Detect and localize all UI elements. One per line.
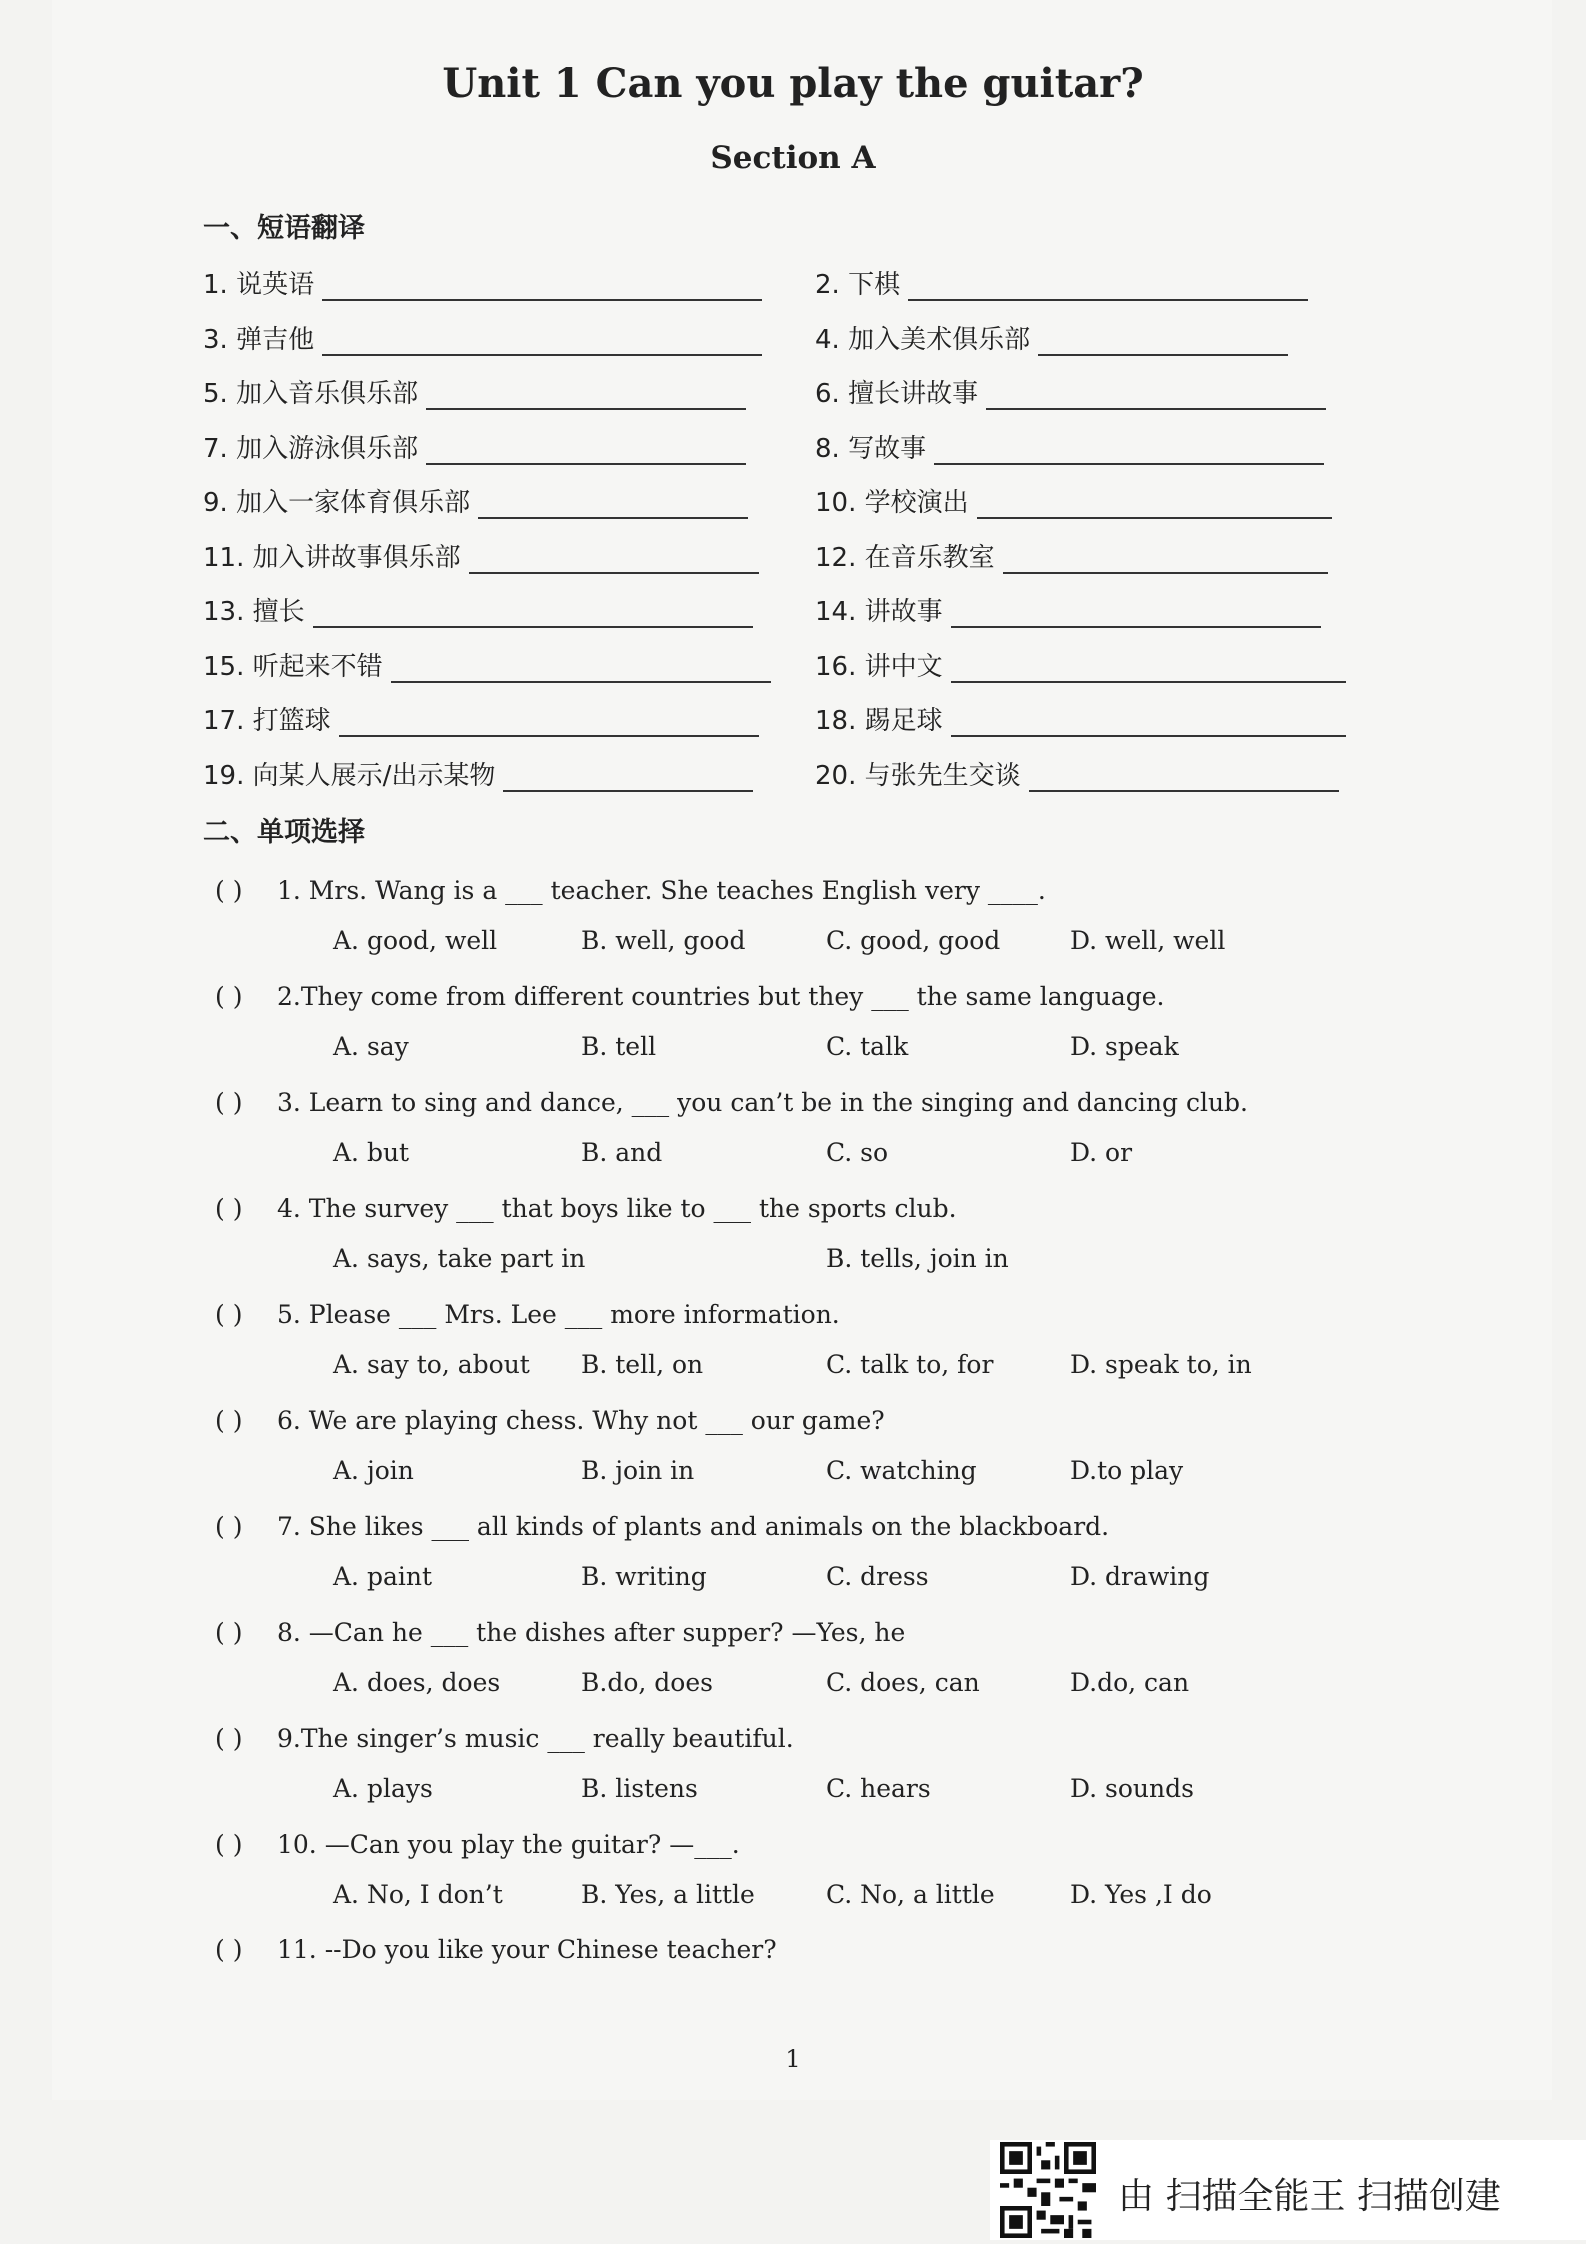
question-text: 1. Mrs. Wang is a ___ teacher. She teaches English very ____. [277,876,1046,905]
answer-blank[interactable] [934,441,1324,465]
answer-blank[interactable] [908,277,1308,301]
translation-item [203,264,762,301]
translation-item [203,755,753,792]
translation-prompt: 10. 学校演出 [815,488,969,518]
section-heading-choice: 二、单项选择 [203,817,365,848]
question [215,1194,957,1223]
answer-option: D. well, well [1070,926,1226,955]
translation-item [815,755,1339,792]
translation-item [203,428,746,465]
translation-item [203,537,759,574]
page-title: Unit 1 Can you play the guitar? [442,60,1144,107]
answer-paren[interactable]: ( ) [215,1512,243,1541]
translation-prompt: 2. 下棋 [815,270,901,300]
question [215,1300,840,1329]
answer-paren[interactable]: ( ) [215,1830,243,1859]
answer-option: B. well, good [581,926,746,955]
answer-option: D.to play [1070,1456,1184,1485]
answer-blank[interactable] [977,495,1332,519]
translation-item [815,700,1346,737]
answer-option: C. hears [826,1774,931,1803]
translation-prompt: 19. 向某人展示/出示某物 [203,760,496,791]
translation-row [203,373,1348,413]
answer-option: A. join [333,1456,414,1485]
option-row [333,1350,1343,1386]
question [215,1088,1248,1117]
translation-row [203,428,1348,468]
option-row [333,1880,1343,1916]
translation-item [815,482,1332,519]
translation-item [203,482,748,519]
answer-blank[interactable] [951,713,1346,737]
answer-option: B.do, does [581,1668,713,1697]
translation-row [203,264,1348,304]
scanner-watermark [990,2140,1586,2240]
translation-prompt: 12. 在音乐教室 [815,542,995,573]
option-row [333,1668,1343,1704]
option-row [333,1456,1343,1492]
answer-option: C. so [826,1138,889,1167]
question-text: 3. Learn to sing and dance, ___ you can’t be in the singing and dancing club. [277,1088,1249,1117]
translation-row [203,646,1348,686]
answer-paren[interactable]: ( ) [215,1618,243,1647]
qr-code-icon [1000,2142,1096,2238]
answer-paren[interactable]: ( ) [215,1406,243,1435]
answer-option: D. drawing [1070,1562,1210,1591]
translation-row [203,537,1348,577]
translation-prompt: 17. 打篮球 [203,706,331,736]
option-row [333,1032,1343,1068]
translation-item [815,646,1346,683]
answer-blank[interactable] [426,386,746,410]
answer-option: D. speak [1070,1032,1179,1061]
question [215,1935,777,1964]
answer-option: A. No, I don’t [333,1880,503,1909]
option-row [333,1562,1343,1598]
answer-option: A. plays [333,1774,433,1803]
translation-prompt: 18. 踢足球 [815,706,943,736]
answer-blank[interactable] [313,604,753,628]
answer-blank[interactable] [1038,332,1288,356]
scanner-credit-text: 由 扫描全能王 扫描创建 [1118,2176,1501,2217]
answer-option: D. sounds [1070,1774,1194,1803]
answer-option: D.do, can [1070,1668,1190,1697]
answer-option: C. watching [826,1456,977,1485]
question-text: 8. —Can he ___ the dishes after supper? —Yes, he [277,1618,906,1647]
answer-option: B. join in [581,1456,695,1485]
option-row [333,1774,1343,1810]
answer-option: B. tell [581,1032,657,1061]
page-number: 1 [785,2045,801,2073]
translation-prompt: 8. 写故事 [815,433,927,464]
answer-option: C. dress [826,1562,929,1591]
answer-paren[interactable]: ( ) [215,1935,243,1964]
answer-option: A. but [333,1138,410,1167]
question-text: 9.The singer’s music ___ really beautiful. [277,1724,794,1753]
translation-item [815,264,1308,301]
answer-paren[interactable]: ( ) [215,1194,243,1223]
answer-paren[interactable]: ( ) [215,1724,243,1753]
question-text: 7. She likes ___ all kinds of plants and animals on the blackboard. [277,1512,1110,1541]
answer-blank[interactable] [469,550,759,574]
answer-option: C. talk to, for [826,1350,994,1379]
translation-prompt: 5. 加入音乐俱乐部 [203,379,419,409]
translation-row [203,319,1348,359]
answer-option: A. does, does [333,1668,501,1697]
question-text: 5. Please ___ Mrs. Lee ___ more information. [277,1300,840,1329]
translation-item [203,319,762,356]
answer-blank[interactable] [322,277,762,301]
translation-prompt: 13. 擅长 [203,597,305,627]
answer-option: A. good, well [333,926,498,955]
translation-prompt: 16. 讲中文 [815,651,943,682]
answer-option: B. tell, on [581,1350,704,1379]
translation-row [203,700,1348,740]
question [215,1830,740,1859]
answer-option: C. No, a little [826,1880,995,1909]
translation-item [203,373,746,410]
answer-paren[interactable]: ( ) [215,1088,243,1117]
question-text: 10. —Can you play the guitar? —___. [277,1830,740,1859]
translation-item [815,373,1326,410]
translation-row [203,482,1348,522]
translation-item [815,319,1288,356]
answer-option: B. writing [581,1562,707,1591]
answer-option: A. say [333,1032,409,1061]
answer-blank[interactable] [426,441,746,465]
translation-item [815,428,1324,465]
answer-paren[interactable]: ( ) [215,982,243,1011]
answer-blank[interactable] [951,604,1321,628]
translation-prompt: 6. 擅长讲故事 [815,379,979,409]
answer-paren[interactable]: ( ) [215,876,243,905]
answer-blank[interactable] [1029,768,1339,792]
question [215,1512,1109,1541]
question-text: 4. The survey ___ that boys like to ___ the sports club. [277,1194,957,1223]
answer-option: B. listens [581,1774,698,1803]
answer-option: C. talk [826,1032,909,1061]
question [215,1618,905,1647]
question [215,876,1046,905]
answer-option: D. or [1070,1138,1133,1167]
translation-prompt: 9. 加入一家体育俱乐部 [203,488,471,518]
section-subtitle: Section A [710,140,876,176]
translation-prompt: 4. 加入美术俱乐部 [815,324,1031,355]
section-heading-translation: 一、短语翻译 [203,213,365,244]
translation-prompt: 1. 说英语 [203,270,315,300]
question-text: 2.They come from different countries but they ___ the same language. [277,982,1165,1011]
answer-option: D. Yes ,I do [1070,1880,1212,1909]
answer-option: B. Yes, a little [581,1880,755,1909]
answer-option: B. and [581,1138,663,1167]
answer-option: B. tells, join in [826,1244,1009,1273]
question [215,1724,794,1753]
answer-blank[interactable] [322,332,762,356]
translation-prompt: 11. 加入讲故事俱乐部 [203,542,461,573]
answer-blank[interactable] [391,659,771,683]
answer-option: C. good, good [826,926,1001,955]
option-row [333,1244,1343,1280]
question-text: 11. --Do you like your Chinese teacher? [277,1935,777,1964]
answer-option: A. paint [333,1562,432,1591]
translation-item [203,591,753,628]
question [215,982,1165,1011]
translation-prompt: 3. 弹吉他 [203,324,315,355]
translation-row [203,591,1348,631]
answer-blank[interactable] [478,495,748,519]
answer-option: A. says, take part in [333,1244,586,1273]
translation-item [203,700,759,737]
answer-blank[interactable] [1003,550,1328,574]
answer-blank[interactable] [503,768,753,792]
answer-blank[interactable] [986,386,1326,410]
question [215,1406,885,1435]
answer-blank[interactable] [339,713,759,737]
option-row [333,926,1343,962]
answer-option: A. say to, about [333,1350,530,1379]
translation-item [815,537,1328,574]
translation-item [815,591,1321,628]
translation-prompt: 14. 讲故事 [815,597,943,627]
question-text: 6. We are playing chess. Why not ___ our game? [277,1406,885,1435]
answer-blank[interactable] [951,659,1346,683]
translation-row [203,755,1348,795]
answer-option: D. speak to, in [1070,1350,1252,1379]
option-row [333,1138,1343,1174]
translation-prompt: 20. 与张先生交谈 [815,760,1021,791]
translation-item [203,646,771,683]
answer-paren[interactable]: ( ) [215,1300,243,1329]
answer-option: C. does, can [826,1668,980,1697]
translation-prompt: 15. 听起来不错 [203,651,383,682]
translation-prompt: 7. 加入游泳俱乐部 [203,433,419,464]
